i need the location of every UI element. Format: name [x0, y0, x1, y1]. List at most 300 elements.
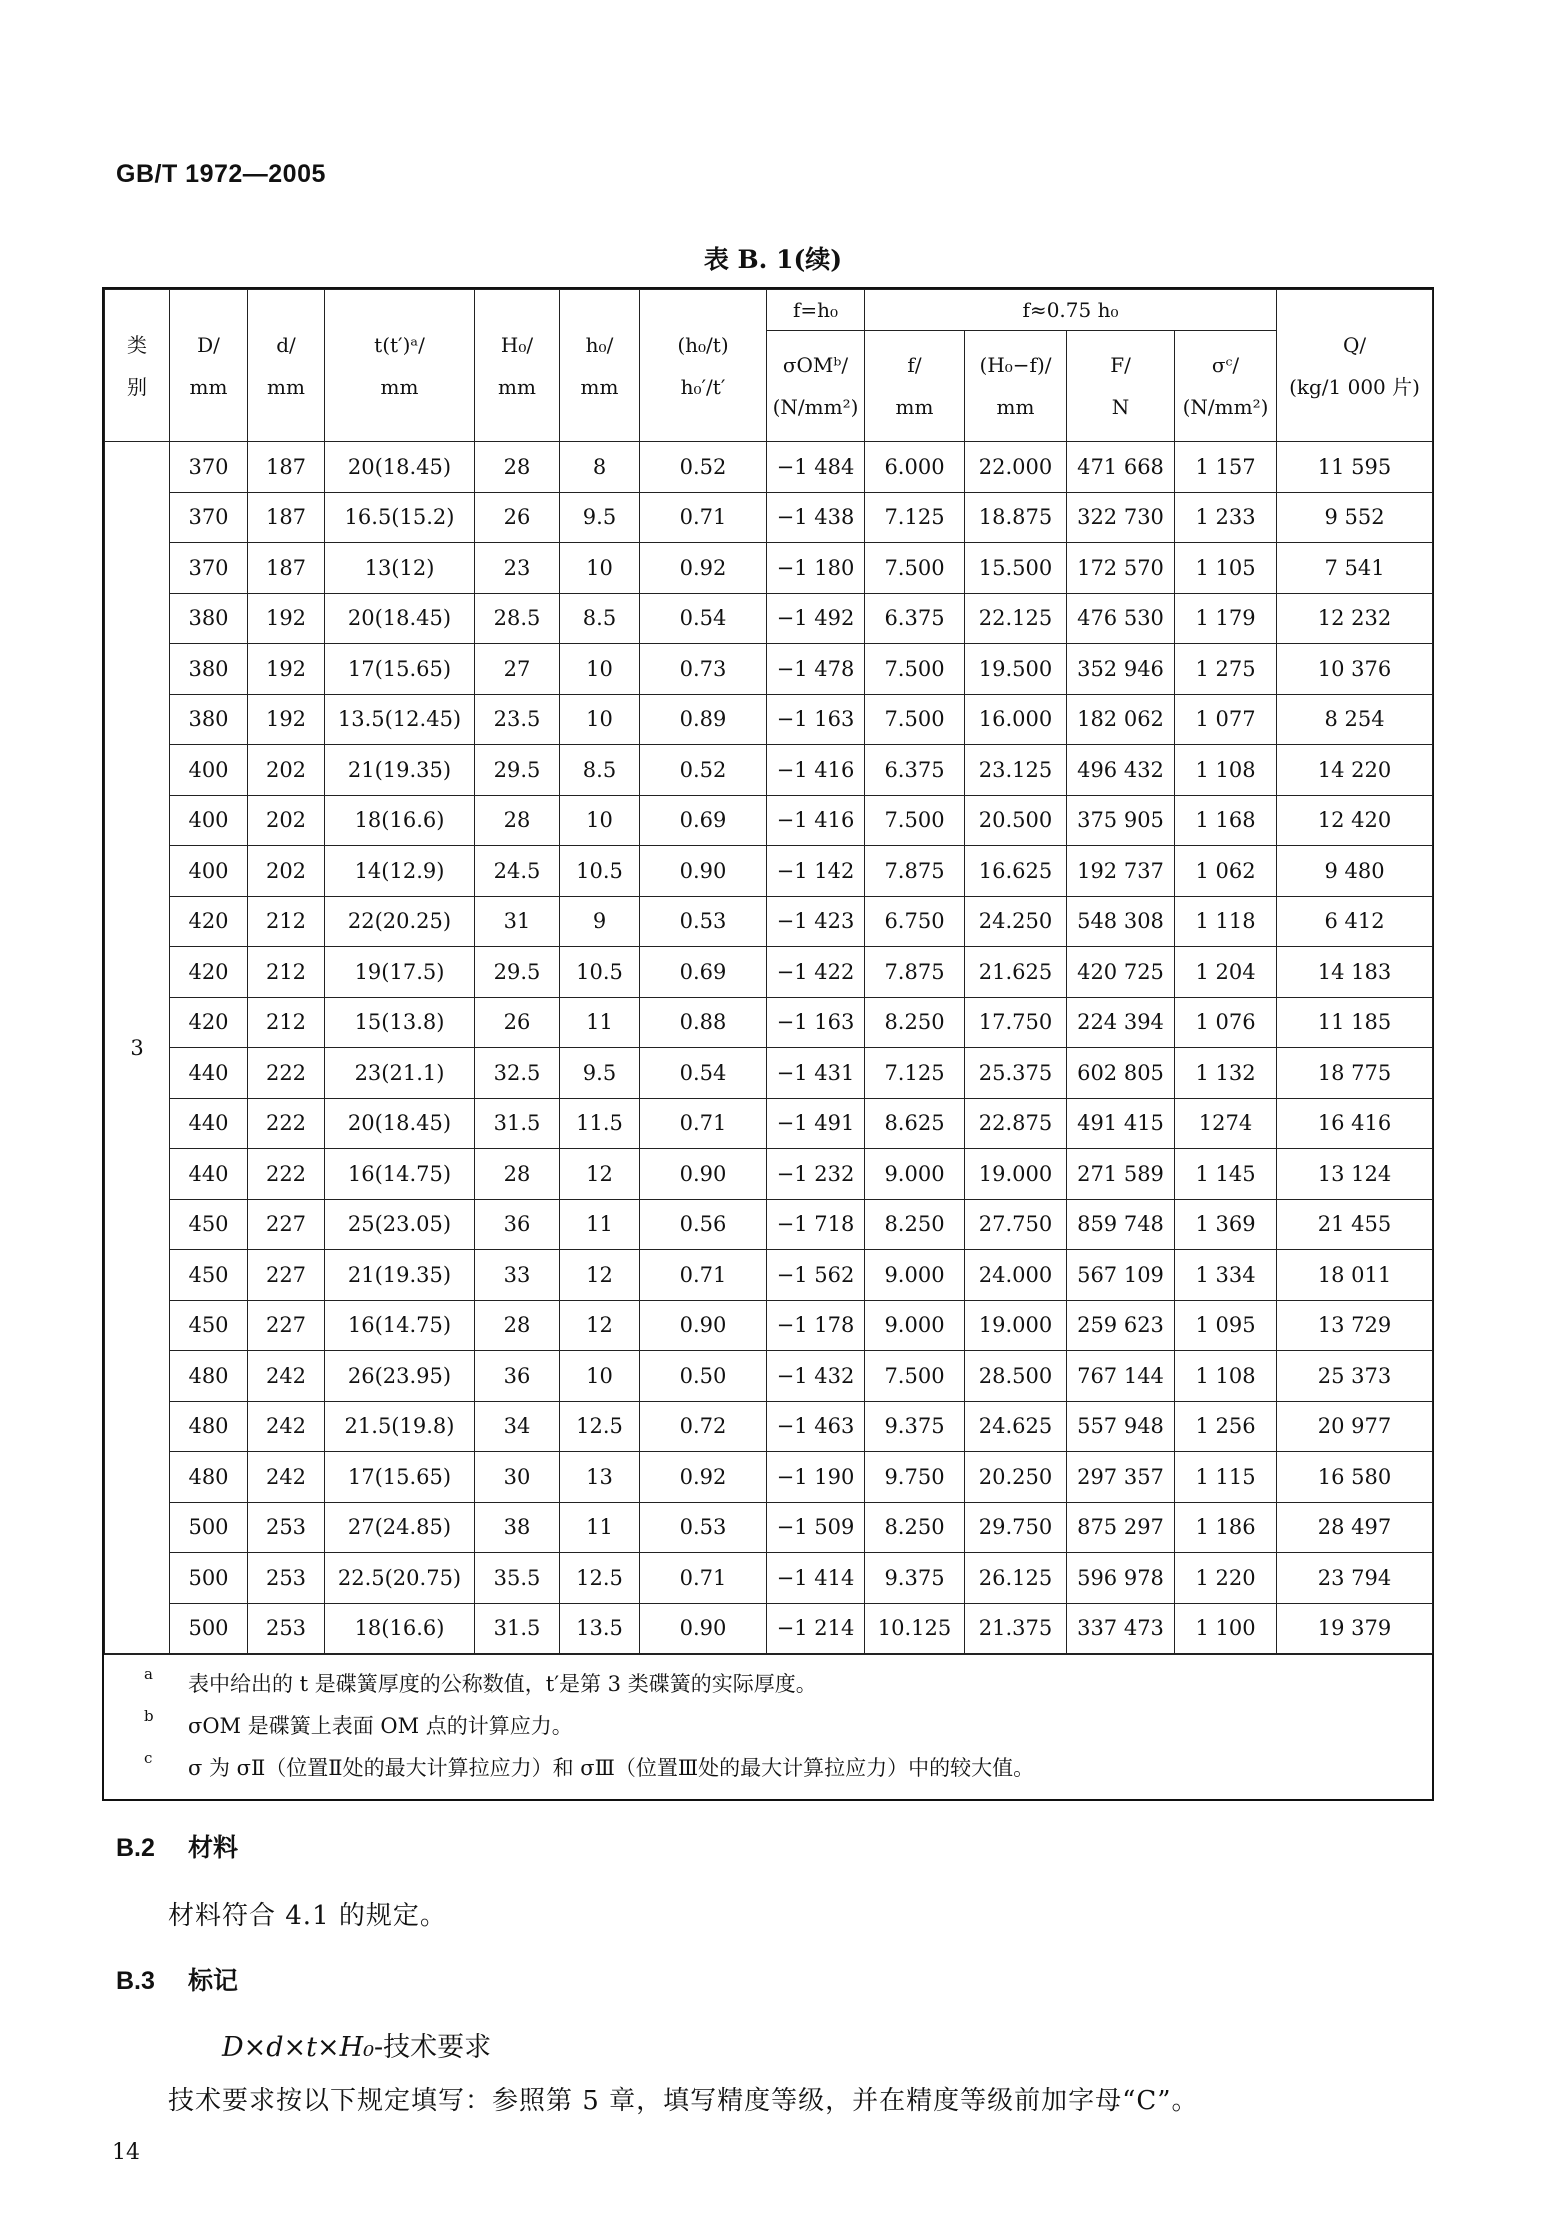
table-cell: 19 379 — [1277, 1603, 1433, 1654]
header-F: F/ N — [1067, 331, 1175, 442]
table-cell: 31.5 — [475, 1098, 560, 1149]
table-cell: 18(16.6) — [325, 795, 475, 846]
table-cell: 24.5 — [475, 846, 560, 897]
table-cell: 222 — [248, 1149, 325, 1200]
table-cell: 10 376 — [1277, 644, 1433, 695]
table-cell: 32.5 — [475, 1048, 560, 1099]
table-cell: 0.90 — [640, 1149, 767, 1200]
table-row — [105, 1149, 1433, 1200]
table-cell: 297 357 — [1067, 1452, 1175, 1503]
table-cell: −1 491 — [767, 1098, 865, 1149]
table-cell: 227 — [248, 1300, 325, 1351]
table-cell: 14 220 — [1277, 745, 1433, 796]
table-cell: 13(12) — [325, 543, 475, 594]
table-cell: 17(15.65) — [325, 644, 475, 695]
table-cell: 0.52 — [640, 745, 767, 796]
table-cell: 0.53 — [640, 1502, 767, 1553]
header-t: t(t′)ᵃ/ mm — [325, 290, 475, 442]
table-cell: 21.625 — [965, 947, 1067, 998]
category-cell: 3 — [105, 442, 170, 1654]
table-cell: −1 180 — [767, 543, 865, 594]
table-cell: −1 509 — [767, 1502, 865, 1553]
table-cell: 10 — [560, 694, 640, 745]
table-cell: 38 — [475, 1502, 560, 1553]
table-cell: 548 308 — [1067, 896, 1175, 947]
table-cell: 7.125 — [865, 1048, 965, 1099]
table-cell: 21(19.35) — [325, 745, 475, 796]
table-cell: 242 — [248, 1452, 325, 1503]
table-cell: 9 552 — [1277, 492, 1433, 543]
table-cell: 557 948 — [1067, 1401, 1175, 1452]
table-cell: −1 422 — [767, 947, 865, 998]
table-cell: 19(17.5) — [325, 947, 475, 998]
data-table — [104, 289, 1433, 1654]
table-cell: 450 — [170, 1300, 248, 1351]
table-cell: 1 095 — [1175, 1300, 1277, 1351]
table-cell: 16 580 — [1277, 1452, 1433, 1503]
table-cell: 36 — [475, 1199, 560, 1250]
table-cell: 20(18.45) — [325, 593, 475, 644]
header-sigma: σᶜ/ (N/mm²) — [1175, 331, 1277, 442]
table-row — [105, 1502, 1433, 1553]
table-row — [105, 442, 1433, 493]
table-cell: 12 — [560, 1300, 640, 1351]
table-cell: 6.750 — [865, 896, 965, 947]
table-cell: 12 — [560, 1250, 640, 1301]
table-row — [105, 1048, 1433, 1099]
table-cell: 8 254 — [1277, 694, 1433, 745]
table-cell: 11 — [560, 1199, 640, 1250]
table-cell: 9.375 — [865, 1553, 965, 1604]
table-cell: 767 144 — [1067, 1351, 1175, 1402]
marking-formula: D×d×t×H₀-技术要求 — [222, 2032, 492, 2063]
table-cell: 24.625 — [965, 1401, 1067, 1452]
table-cell: 1 168 — [1175, 795, 1277, 846]
table-cell: 172 570 — [1067, 543, 1175, 594]
table-cell: 192 737 — [1067, 846, 1175, 897]
table-cell: 1 220 — [1175, 1553, 1277, 1604]
table-cell: 380 — [170, 644, 248, 695]
table-cell: 17(15.65) — [325, 1452, 475, 1503]
table-cell: 0.56 — [640, 1199, 767, 1250]
table-row — [105, 1401, 1433, 1452]
table-cell: 17.750 — [965, 997, 1067, 1048]
table-cell: −1 562 — [767, 1250, 865, 1301]
table-cell: 187 — [248, 543, 325, 594]
table-cell: 13 124 — [1277, 1149, 1433, 1200]
table-cell: 7.125 — [865, 492, 965, 543]
table-cell: 28.5 — [475, 593, 560, 644]
table-cell: 0.52 — [640, 442, 767, 493]
table-cell: 20(18.45) — [325, 1098, 475, 1149]
table-cell: 253 — [248, 1603, 325, 1654]
header-f: f/ mm — [865, 331, 965, 442]
section-b3-heading: B.3 标记 — [116, 1967, 239, 1995]
table-cell: 24.250 — [965, 896, 1067, 947]
table-cell: 1 157 — [1175, 442, 1277, 493]
table-cell: 352 946 — [1067, 644, 1175, 695]
table-cell: 420 — [170, 997, 248, 1048]
table-cell: 1274 — [1175, 1098, 1277, 1149]
section-b2-heading: B.2 材料 — [116, 1834, 239, 1862]
table-cell: 1 145 — [1175, 1149, 1277, 1200]
table-row — [105, 644, 1433, 695]
table-row — [105, 1250, 1433, 1301]
table-cell: 0.90 — [640, 1603, 767, 1654]
table-cell: 16(14.75) — [325, 1300, 475, 1351]
header-D: D/ mm — [170, 290, 248, 442]
table-note-c: c σ 为 σⅡ（位置Ⅱ处的最大计算拉应力）和 σⅢ（位置Ⅲ处的最大计算拉应力）中的较大值。 — [144, 1749, 1035, 1780]
table-cell: 28 — [475, 1149, 560, 1200]
header-category: 类 别 — [105, 290, 170, 442]
table-cell: 7.500 — [865, 644, 965, 695]
table-cell: 259 623 — [1067, 1300, 1175, 1351]
table-cell: 26(23.95) — [325, 1351, 475, 1402]
table-cell: 0.92 — [640, 1452, 767, 1503]
table-cell: 212 — [248, 947, 325, 998]
table-cell: 11 — [560, 997, 640, 1048]
table-cell: 182 062 — [1067, 694, 1175, 745]
table-cell: −1 163 — [767, 997, 865, 1048]
table-cell: 12 420 — [1277, 795, 1433, 846]
table-cell: 18(16.6) — [325, 1603, 475, 1654]
table-cell: 476 530 — [1067, 593, 1175, 644]
table-cell: 1 076 — [1175, 997, 1277, 1048]
table-cell: −1 423 — [767, 896, 865, 947]
table-cell: 16 416 — [1277, 1098, 1433, 1149]
table-cell: 450 — [170, 1250, 248, 1301]
table-cell: 440 — [170, 1149, 248, 1200]
table-caption: 表 B. 1(续) — [703, 245, 843, 274]
table-cell: 567 109 — [1067, 1250, 1175, 1301]
header-H0-minus-f: (H₀−f)/ mm — [965, 331, 1067, 442]
table-cell: 13 — [560, 1452, 640, 1503]
table-cell: 1 233 — [1175, 492, 1277, 543]
header-Q: Q/ (kg/1 000 片) — [1277, 290, 1433, 442]
table-cell: −1 463 — [767, 1401, 865, 1452]
table-cell: 192 — [248, 644, 325, 695]
table-cell: 22.875 — [965, 1098, 1067, 1149]
table-cell: 212 — [248, 997, 325, 1048]
header-d: d/ mm — [248, 290, 325, 442]
table-cell: 22.125 — [965, 593, 1067, 644]
table-cell: −1 718 — [767, 1199, 865, 1250]
table-cell: 0.69 — [640, 947, 767, 998]
table-cell: 491 415 — [1067, 1098, 1175, 1149]
table-cell: 192 — [248, 694, 325, 745]
table-cell: 18 775 — [1277, 1048, 1433, 1099]
table-cell: 222 — [248, 1098, 325, 1149]
table-cell: 24.000 — [965, 1250, 1067, 1301]
table-cell: 19.000 — [965, 1149, 1067, 1200]
table-cell: 192 — [248, 593, 325, 644]
table-cell: 20 977 — [1277, 1401, 1433, 1452]
table-cell: −1 438 — [767, 492, 865, 543]
table-row — [105, 492, 1433, 543]
table-cell: 28.500 — [965, 1351, 1067, 1402]
table-row — [105, 997, 1433, 1048]
table-note-a: a 表中给出的 t 是碟簧厚度的公称数值，t′是第 3 类碟簧的实际厚度。 — [144, 1665, 817, 1696]
table-cell: 1 256 — [1175, 1401, 1277, 1452]
table-cell: 21 455 — [1277, 1199, 1433, 1250]
table-cell: 10 — [560, 1351, 640, 1402]
table-cell: 14(12.9) — [325, 846, 475, 897]
table-cell: 25(23.05) — [325, 1199, 475, 1250]
table-cell: 596 978 — [1067, 1553, 1175, 1604]
table-row — [105, 795, 1433, 846]
table-cell: 19.000 — [965, 1300, 1067, 1351]
table-cell: 0.90 — [640, 846, 767, 897]
table-cell: 9 480 — [1277, 846, 1433, 897]
table-cell: 25.375 — [965, 1048, 1067, 1099]
table-cell: 23.125 — [965, 745, 1067, 796]
table-cell: 13.5 — [560, 1603, 640, 1654]
table-cell: 7.500 — [865, 1351, 965, 1402]
table-cell: 1 115 — [1175, 1452, 1277, 1503]
table-cell: 370 — [170, 442, 248, 493]
table-cell: 11 595 — [1277, 442, 1433, 493]
table-cell: 19.500 — [965, 644, 1067, 695]
table-cell: 271 589 — [1067, 1149, 1175, 1200]
table-cell: −1 232 — [767, 1149, 865, 1200]
table-cell: 12 — [560, 1149, 640, 1200]
table-row — [105, 1603, 1433, 1654]
table-body — [105, 442, 1433, 1654]
table-row — [105, 1199, 1433, 1250]
spec-table — [102, 287, 1434, 1801]
table-cell: 7.875 — [865, 846, 965, 897]
table-row — [105, 1553, 1433, 1604]
table-cell: 0.71 — [640, 1250, 767, 1301]
table-cell: 12 232 — [1277, 593, 1433, 644]
table-cell: 202 — [248, 846, 325, 897]
table-cell: 1 062 — [1175, 846, 1277, 897]
header-group-f-075h0: f≈0.75 h₀ — [865, 290, 1277, 331]
table-cell: 0.71 — [640, 1553, 767, 1604]
table-cell: 6.375 — [865, 745, 965, 796]
table-cell: 21.375 — [965, 1603, 1067, 1654]
header-ratio: (h₀/t) h₀′/t′ — [640, 290, 767, 442]
table-cell: 12.5 — [560, 1553, 640, 1604]
table-cell: 22.000 — [965, 442, 1067, 493]
table-cell: 202 — [248, 745, 325, 796]
table-cell: 0.72 — [640, 1401, 767, 1452]
table-cell: 35.5 — [475, 1553, 560, 1604]
table-cell: 11 — [560, 1502, 640, 1553]
table-row — [105, 543, 1433, 594]
table-cell: 9 — [560, 896, 640, 947]
table-cell: 0.73 — [640, 644, 767, 695]
table-cell: 1 108 — [1175, 745, 1277, 796]
table-cell: 11.5 — [560, 1098, 640, 1149]
table-cell: 26 — [475, 492, 560, 543]
table-row — [105, 947, 1433, 998]
table-row — [105, 694, 1433, 745]
table-cell: 480 — [170, 1452, 248, 1503]
table-cell: 29.5 — [475, 947, 560, 998]
table-cell: 16.000 — [965, 694, 1067, 745]
table-cell: 0.54 — [640, 593, 767, 644]
table-cell: 10.5 — [560, 947, 640, 998]
table-cell: 7 541 — [1277, 543, 1433, 594]
table-cell: 0.88 — [640, 997, 767, 1048]
table-cell: −1 214 — [767, 1603, 865, 1654]
table-cell: 8.5 — [560, 593, 640, 644]
table-cell: 400 — [170, 795, 248, 846]
table-cell: 9.375 — [865, 1401, 965, 1452]
table-cell: 0.54 — [640, 1048, 767, 1099]
table-row — [105, 846, 1433, 897]
table-cell: 8.250 — [865, 1199, 965, 1250]
table-cell: 9.000 — [865, 1300, 965, 1351]
table-cell: 500 — [170, 1553, 248, 1604]
table-cell: 31 — [475, 896, 560, 947]
table-cell: 1 179 — [1175, 593, 1277, 644]
table-cell: 859 748 — [1067, 1199, 1175, 1250]
table-cell: 28 — [475, 1300, 560, 1351]
table-cell: 8.250 — [865, 1502, 965, 1553]
table-cell: 375 905 — [1067, 795, 1175, 846]
table-cell: 13 729 — [1277, 1300, 1433, 1351]
table-cell: 227 — [248, 1250, 325, 1301]
table-cell: 29.5 — [475, 745, 560, 796]
table-cell: 21(19.35) — [325, 1250, 475, 1301]
table-cell: 9.000 — [865, 1149, 965, 1200]
table-cell: 420 — [170, 896, 248, 947]
table-row — [105, 1300, 1433, 1351]
table-cell: 212 — [248, 896, 325, 947]
table-row — [105, 1098, 1433, 1149]
table-cell: −1 484 — [767, 442, 865, 493]
table-cell: 227 — [248, 1199, 325, 1250]
table-cell: 6 412 — [1277, 896, 1433, 947]
table-cell: 1 132 — [1175, 1048, 1277, 1099]
table-cell: 28 497 — [1277, 1502, 1433, 1553]
table-cell: 253 — [248, 1502, 325, 1553]
table-row — [105, 1452, 1433, 1503]
table-cell: 242 — [248, 1401, 325, 1452]
table-cell: 16.625 — [965, 846, 1067, 897]
table-cell: 1 108 — [1175, 1351, 1277, 1402]
table-cell: 7.875 — [865, 947, 965, 998]
table-cell: 1 100 — [1175, 1603, 1277, 1654]
table-cell: 21.5(19.8) — [325, 1401, 475, 1452]
header-group-f-eq-h0: f=h₀ — [767, 290, 865, 331]
table-cell: 875 297 — [1067, 1502, 1175, 1553]
table-cell: 22.5(20.75) — [325, 1553, 475, 1604]
table-cell: 25 373 — [1277, 1351, 1433, 1402]
table-cell: 27 — [475, 644, 560, 695]
table-cell: 400 — [170, 846, 248, 897]
table-cell: 0.53 — [640, 896, 767, 947]
table-cell: 28 — [475, 442, 560, 493]
table-cell: 31.5 — [475, 1603, 560, 1654]
table-cell: 10 — [560, 644, 640, 695]
table-cell: 370 — [170, 492, 248, 543]
table-cell: 28 — [475, 795, 560, 846]
table-cell: 0.89 — [640, 694, 767, 745]
table-cell: −1 178 — [767, 1300, 865, 1351]
table-cell: 1 186 — [1175, 1502, 1277, 1553]
table-cell: −1 142 — [767, 846, 865, 897]
table-cell: 400 — [170, 745, 248, 796]
table-cell: 187 — [248, 492, 325, 543]
table-cell: 22(20.25) — [325, 896, 475, 947]
table-cell: 20(18.45) — [325, 442, 475, 493]
table-cell: 1 077 — [1175, 694, 1277, 745]
table-cell: 1 204 — [1175, 947, 1277, 998]
table-note-b: b σOM 是碟簧上表面 OM 点的计算应力。 — [144, 1707, 573, 1738]
table-cell: 337 473 — [1067, 1603, 1175, 1654]
table-cell: 27(24.85) — [325, 1502, 475, 1553]
header-H0: H₀/ mm — [475, 290, 560, 442]
table-cell: 471 668 — [1067, 442, 1175, 493]
table-cell: 1 275 — [1175, 644, 1277, 695]
table-cell: 23(21.1) — [325, 1048, 475, 1099]
table-cell: 16.5(15.2) — [325, 492, 475, 543]
table-cell: 242 — [248, 1351, 325, 1402]
table-cell: 224 394 — [1067, 997, 1175, 1048]
table-cell: 8.5 — [560, 745, 640, 796]
table-cell: 440 — [170, 1048, 248, 1099]
table-row — [105, 896, 1433, 947]
table-cell: 420 725 — [1067, 947, 1175, 998]
table-cell: 440 — [170, 1098, 248, 1149]
header-h0: h₀/ mm — [560, 290, 640, 442]
table-cell: 8.625 — [865, 1098, 965, 1149]
table-cell: 450 — [170, 1199, 248, 1250]
table-cell: 8 — [560, 442, 640, 493]
table-cell: 420 — [170, 947, 248, 998]
table-notes — [104, 1654, 1432, 1799]
table-cell: 36 — [475, 1351, 560, 1402]
table-cell: 9.5 — [560, 1048, 640, 1099]
page-number: 14 — [112, 2140, 140, 2165]
table-cell: 322 730 — [1067, 492, 1175, 543]
table-cell: −1 163 — [767, 694, 865, 745]
table-cell: 18.875 — [965, 492, 1067, 543]
table-cell: 10.5 — [560, 846, 640, 897]
table-row — [105, 593, 1433, 644]
table-cell: 222 — [248, 1048, 325, 1099]
table-cell: 30 — [475, 1452, 560, 1503]
table-cell: 23 794 — [1277, 1553, 1433, 1604]
table-cell: 500 — [170, 1603, 248, 1654]
table-cell: −1 431 — [767, 1048, 865, 1099]
table-cell: 6.000 — [865, 442, 965, 493]
table-cell: 0.90 — [640, 1300, 767, 1351]
table-cell: 202 — [248, 795, 325, 846]
table-cell: −1 432 — [767, 1351, 865, 1402]
table-cell: 33 — [475, 1250, 560, 1301]
table-cell: 14 183 — [1277, 947, 1433, 998]
table-cell: 500 — [170, 1502, 248, 1553]
table-cell: 8.250 — [865, 997, 965, 1048]
table-cell: 6.375 — [865, 593, 965, 644]
table-cell: 0.71 — [640, 492, 767, 543]
table-cell: −1 416 — [767, 795, 865, 846]
table-cell: 20.500 — [965, 795, 1067, 846]
table-cell: 13.5(12.45) — [325, 694, 475, 745]
table-cell: 15(13.8) — [325, 997, 475, 1048]
table-row — [105, 745, 1433, 796]
table-cell: 7.500 — [865, 694, 965, 745]
table-cell: 370 — [170, 543, 248, 594]
table-cell: 16(14.75) — [325, 1149, 475, 1200]
table-cell: 20.250 — [965, 1452, 1067, 1503]
header-sigma-om: σOMᵇ/ (N/mm²) — [767, 331, 865, 442]
table-cell: −1 492 — [767, 593, 865, 644]
